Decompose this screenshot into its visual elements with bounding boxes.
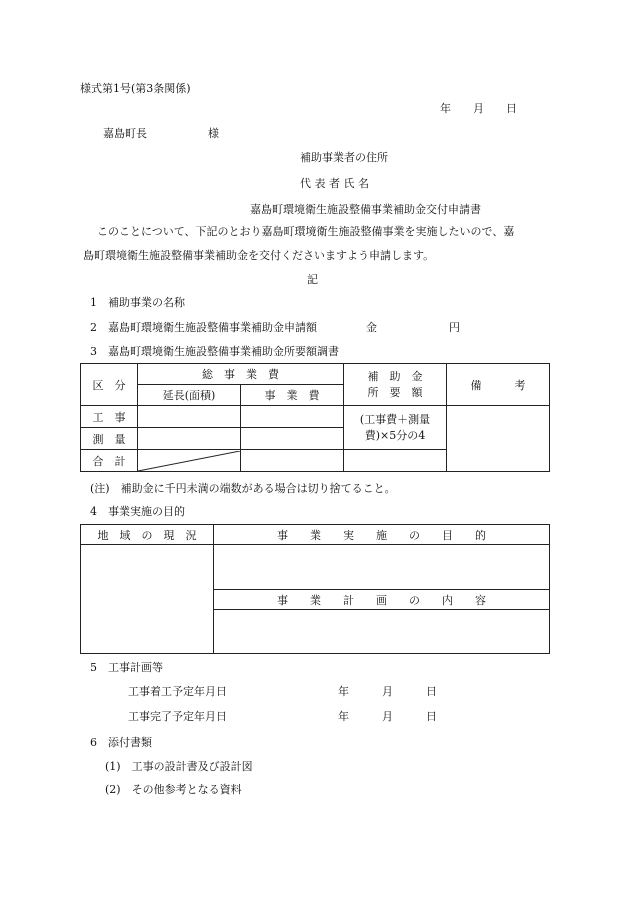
header-kubun: 区 分 (81, 364, 138, 406)
item2-kin: 金 (366, 321, 377, 334)
item1-label: 1 補助事業の名称 (90, 296, 185, 309)
purpose-table (80, 524, 550, 654)
item6-label: 6 添付書類 (90, 736, 152, 749)
item3-label: 3 嘉島町環境衛生施設整備事業補助金所要額調書 (90, 345, 339, 358)
cell-project-purpose (214, 545, 550, 590)
item5-label: 5 工事計画等 (90, 661, 163, 674)
cost-table (80, 363, 550, 472)
header-subsidy (344, 364, 447, 406)
cell-goukei-cost (241, 450, 344, 472)
diagonal-line (138, 451, 240, 471)
start-date-ymd: 年 月 日 (338, 685, 437, 698)
applicant-name-label: 代 表 者 氏 名 (300, 177, 369, 190)
formula-line2: 費)×5分の4 (364, 428, 426, 442)
header-project-cost: 事 業 費 (241, 385, 344, 406)
cell-goukei-length-diagonal (138, 450, 241, 472)
date-line: 年 月 日 (440, 102, 517, 115)
header-project-purpose: 事 業 実 施 の 目 的 (214, 525, 550, 545)
honorific: 様 (208, 127, 219, 140)
ki-heading: 記 (307, 273, 318, 286)
body-text-line1: このことについて、下記のとおり嘉島町環境衛生施設整備事業を実施したいので、嘉 (97, 225, 515, 238)
end-date-ymd: 年 月 日 (338, 710, 437, 723)
addressee: 嘉島町長 (103, 127, 147, 140)
row-label-kouji: 工 事 (81, 406, 138, 428)
row-label-goukei: 合 計 (81, 450, 138, 472)
header-subsidy-line2: 所 要 額 (367, 385, 423, 399)
cell-region-status (81, 545, 214, 654)
cell-goukei-subsidy (344, 450, 447, 472)
cell-remarks (447, 406, 550, 472)
document-title: 嘉島町環境衛生施設整備事業補助金交付申請書 (250, 203, 481, 216)
header-plan-contents: 事 業 計 画 の 内 容 (214, 590, 550, 610)
attachment-2: (2) その他参考となる資料 (105, 783, 242, 796)
header-total-cost: 総 事 業 費 (138, 364, 344, 385)
header-region-status: 地 域 の 現 況 (81, 525, 214, 545)
form-number: 様式第1号(第3条関係) (80, 82, 191, 95)
cell-kouji-cost (241, 406, 344, 428)
cell-plan-contents (214, 610, 550, 654)
note-text: (注) 補助金に千円未満の端数がある場合は切り捨てること。 (90, 482, 396, 495)
end-date-label: 工事完了予定年月日 (128, 710, 227, 723)
applicant-address-label: 補助事業者の住所 (300, 151, 388, 164)
header-remarks: 備 考 (447, 364, 550, 406)
header-length-area: 延長(面積) (138, 385, 241, 406)
cell-sokuryou-cost (241, 428, 344, 450)
cell-kouji-length (138, 406, 241, 428)
row-label-sokuryou: 測 量 (81, 428, 138, 450)
header-subsidy-line1: 補 助 金 (367, 369, 423, 383)
item2-label: 2 嘉島町環境衛生施設整備事業補助金申請額 (90, 321, 317, 334)
cell-sokuryou-length (138, 428, 241, 450)
body-text-line2: 島町環境衛生施設整備事業補助金を交付くださいますよう申請します。 (83, 249, 435, 262)
start-date-label: 工事着工予定年月日 (128, 685, 227, 698)
item2-yen: 円 (449, 321, 460, 334)
formula-line1: (工事費＋測量 (359, 412, 431, 426)
attachment-1: (1) 工事の設計書及び設計図 (105, 760, 253, 773)
cell-subsidy-formula (344, 406, 447, 450)
item4-label: 4 事業実施の目的 (90, 505, 185, 518)
